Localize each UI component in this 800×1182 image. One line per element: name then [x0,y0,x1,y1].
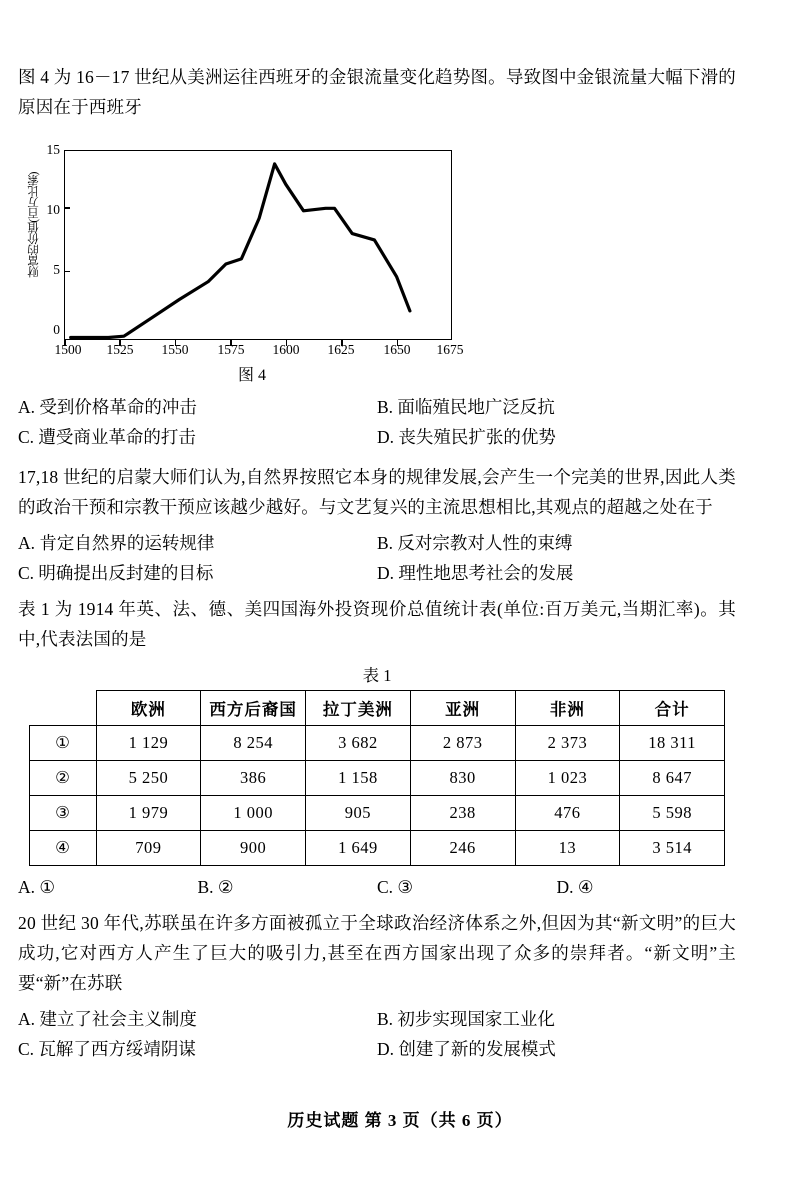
y-tick-15: 15 [46,142,60,157]
row-4-latin-america: 1 649 [306,831,411,866]
row-3-total: 5 598 [620,796,725,831]
row-4-asia: 246 [410,831,515,866]
table-header-latin-america: 拉丁美洲 [306,691,411,726]
option-2-d[interactable]: D. 理性地思考社会的发展 [377,563,574,583]
row-3-latin-america: 905 [306,796,411,831]
option-2-b[interactable]: B. 反对宗教对人性的束缚 [377,533,573,553]
question-stem-1: 图 4 为 16－17 世纪从美洲运往西班牙的金银流量变化趋势图。导致图中金银流量大幅下滑的原因在于西班牙 [18,67,736,117]
row-2-western-offshoots: 386 [201,761,306,796]
page-content [18,62,736,1064]
option-2-c[interactable]: C. 明确提出反封建的目标 [18,563,214,583]
table-row [30,726,725,761]
option-1-d[interactable]: D. 丧失殖民扩张的优势 [377,427,556,447]
row-2-asia: 830 [410,761,515,796]
options-question-4 [18,1004,736,1064]
option-1-a[interactable]: A. 受到价格革命的冲击 [18,397,197,417]
row-1-total: 18 311 [620,726,725,761]
table-header-row [30,691,725,726]
figure-4-block [18,136,736,386]
options-question-2 [18,528,736,588]
chart-x-axis [32,342,472,362]
table-header-index [30,691,97,726]
chart-silver-flow [28,136,472,384]
chart-line-series [64,150,452,340]
option-1-b[interactable]: B. 面临殖民地广泛反抗 [377,397,555,417]
option-4-c[interactable]: C. 瓦解了西方绥靖阴谋 [18,1039,196,1059]
options-question-3 [18,872,736,902]
table-header-europe: 欧洲 [96,691,201,726]
row-3-western-offshoots: 1 000 [201,796,306,831]
y-tick-10: 10 [46,202,60,217]
x-tick-1500: 1500 [54,342,82,357]
x-tick-1625: 1625 [327,342,355,357]
row-2-index: ② [30,761,97,796]
row-4-africa: 13 [515,831,620,866]
x-tick-1525: 1525 [106,342,134,357]
row-2-latin-america: 1 158 [306,761,411,796]
option-4-a[interactable]: A. 建立了社会主义制度 [18,1009,197,1029]
row-1-europe: 1 129 [96,726,201,761]
row-1-asia: 2 873 [410,726,515,761]
chart-y-axis-label: 财富的价值(百万比索) [28,172,40,278]
option-3-d[interactable]: D. ④ [556,877,594,897]
figure-caption: 图 4 [237,367,266,384]
row-3-index: ③ [30,796,97,831]
row-4-index: ④ [30,831,97,866]
table-header-africa: 非洲 [515,691,620,726]
x-tick-1675: 1675 [436,342,464,357]
table-header-western-offshoots: 西方后裔国 [201,691,306,726]
options-question-1 [18,392,736,452]
question-stem-2: 17,18 世纪的启蒙大师们认为,自然界按照它本身的规律发展,会产生一个完美的世界,因此人类的政治干预和宗教干预应该越少越好。与文艺复兴的主流思想相比,其观点的超越之处在于 [18,467,736,517]
x-tick-1650: 1650 [383,342,411,357]
x-tick-1550: 1550 [161,342,189,357]
option-3-c[interactable]: C. ③ [377,877,414,897]
option-1-c[interactable]: C. 遭受商业革命的打击 [18,427,196,447]
row-3-asia: 238 [410,796,515,831]
table-row [30,831,725,866]
row-2-europe: 5 250 [96,761,201,796]
table-caption: 表 1 [362,666,392,685]
y-tick-5: 5 [53,262,60,277]
investment-table [29,690,725,866]
question-stem-4: 20 世纪 30 年代,苏联虽在许多方面被孤立于全球政治经济体系之外,但因为其“新文明”的巨大成功,它对西方人产生了巨大的吸引力,甚至在西方国家出现了众多的崇拜者。“新文明”主要“新”在苏联 [18,913,736,993]
row-3-europe: 1 979 [96,796,201,831]
option-4-b[interactable]: B. 初步实现国家工业化 [377,1009,555,1029]
option-4-d[interactable]: D. 创建了新的发展模式 [377,1039,556,1059]
table-row [30,761,725,796]
row-1-latin-america: 3 682 [306,726,411,761]
table-header-total: 合计 [620,691,725,726]
row-4-total: 3 514 [620,831,725,866]
table-header-asia: 亚洲 [410,691,515,726]
option-3-b[interactable]: B. ② [197,877,234,897]
page-footer: 历史试题 第 3 页（共 6 页） [287,1111,513,1130]
row-1-index: ① [30,726,97,761]
option-2-a[interactable]: A. 肯定自然界的运转规律 [18,533,215,553]
row-2-africa: 1 023 [515,761,620,796]
x-tick-1600: 1600 [272,342,300,357]
option-3-a[interactable]: A. ① [18,877,56,897]
row-3-africa: 476 [515,796,620,831]
row-2-total: 8 647 [620,761,725,796]
x-tick-1575: 1575 [217,342,245,357]
question-stem-3: 表 1 为 1914 年英、法、德、美四国海外投资现价总值统计表(单位:百万美元,当期汇率)。其中,代表法国的是 [18,599,736,649]
row-1-western-offshoots: 8 254 [201,726,306,761]
table-row [30,796,725,831]
row-4-western-offshoots: 900 [201,831,306,866]
y-tick-0: 0 [53,322,60,337]
row-1-africa: 2 373 [515,726,620,761]
row-4-europe: 709 [96,831,201,866]
